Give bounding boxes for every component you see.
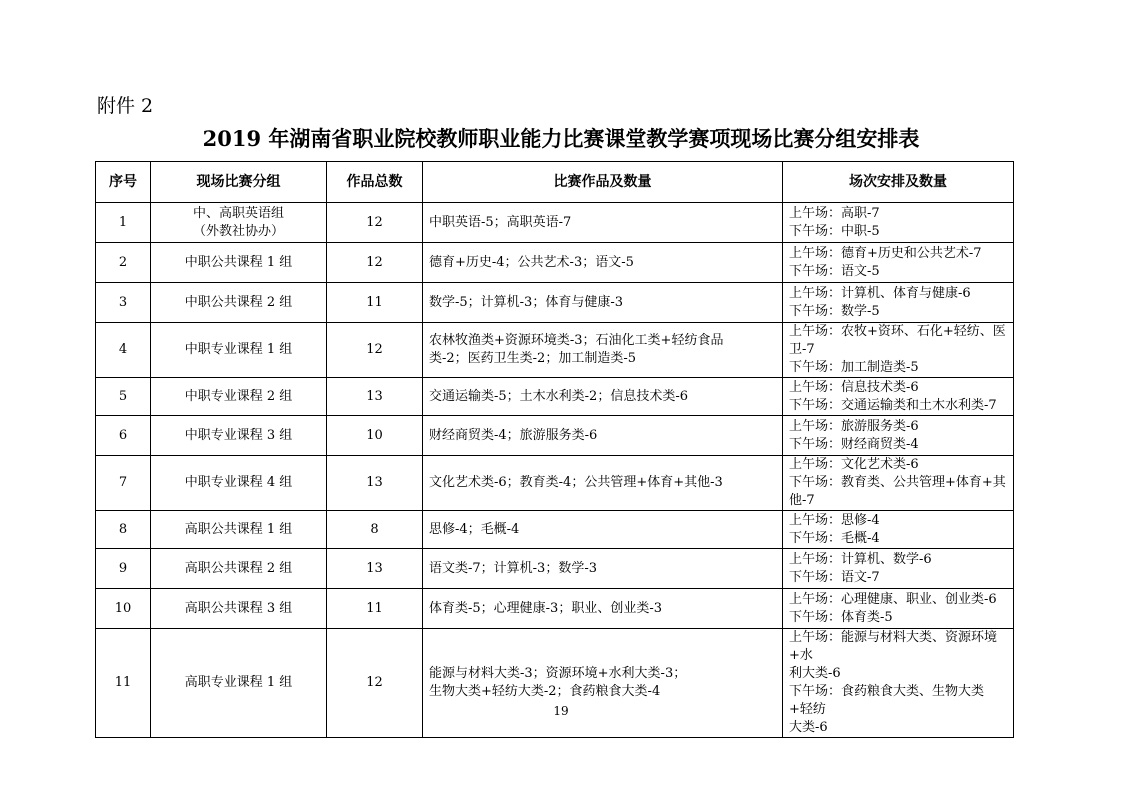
cell-total: 8 <box>327 511 423 549</box>
cell-schedule-line: 下午场：毛概-4 <box>789 530 880 546</box>
page-number: 19 <box>553 704 569 718</box>
table-row <box>96 511 1014 549</box>
cell-group-line: 高职公共课程 2 组 <box>184 560 293 576</box>
cell-schedule <box>783 511 1014 549</box>
cell-group-line: 中职公共课程 2 组 <box>184 294 293 310</box>
cell-no: 6 <box>96 416 151 456</box>
cell-group <box>151 549 327 589</box>
cell-schedule-line: 下午场：语文-7 <box>789 569 880 585</box>
cell-works <box>423 456 783 511</box>
cell-schedule-line: 上午场：德育+历史和公共艺术-7 <box>789 245 982 261</box>
cell-works <box>423 243 783 283</box>
cell-works-line: 类-2；医药卫生类-2；加工制造类-5 <box>429 351 636 366</box>
cell-works-line: 生物大类+轻纺大类-2；食药粮食大类-4 <box>429 684 661 699</box>
cell-group <box>151 243 327 283</box>
cell-schedule-line: 上午场：文化艺术类-6 <box>789 457 919 472</box>
cell-total: 11 <box>327 589 423 629</box>
cell-schedule-line: 上午场：心理健康、职业、创业类-6 <box>789 591 997 607</box>
cell-schedule <box>783 323 1014 378</box>
cell-schedule-line: 上午场：旅游服务类-6 <box>789 418 919 434</box>
cell-no: 1 <box>96 203 151 243</box>
cell-group-line: 中职公共课程 1 组 <box>184 254 293 270</box>
cell-total: 13 <box>327 378 423 416</box>
cell-schedule-line: 下午场：教育类、公共管理+体育+其他-7 <box>789 475 1006 508</box>
cell-group-line: 中、高职英语组 <box>192 205 284 221</box>
cell-group <box>151 283 327 323</box>
cell-total: 10 <box>327 416 423 456</box>
table-header-row <box>96 162 1014 203</box>
cell-works-line: 中职英语-5；高职英语-7 <box>429 214 572 230</box>
table-row <box>96 456 1014 511</box>
cell-works-line: 能源与材料大类-3；资源环境+水利大类-3； <box>429 666 687 681</box>
cell-group-line: 中职专业课程 1 组 <box>184 342 293 357</box>
cell-group-line: 中职专业课程 3 组 <box>184 427 293 443</box>
cell-no: 3 <box>96 283 151 323</box>
cell-schedule-line: 大类-6 <box>789 720 828 735</box>
cell-group <box>151 456 327 511</box>
cell-total: 12 <box>327 203 423 243</box>
cell-schedule-line: 上午场：能源与材料大类、资源环境+水 <box>789 630 998 663</box>
cell-schedule-line: 下午场：加工制造类-5 <box>789 360 919 375</box>
schedule-table <box>95 161 1014 738</box>
cell-schedule-line: 上午场：思修-4 <box>789 512 880 528</box>
table-row <box>96 629 1014 738</box>
cell-works-line: 体育类-5；心理健康-3；职业、创业类-3 <box>429 600 662 616</box>
cell-works-line: 语文类-7；计算机-3；数学-3 <box>429 560 597 576</box>
cell-schedule-line: 下午场：体育类-5 <box>789 609 893 625</box>
header-cell-group: 现场比赛分组 <box>151 162 327 203</box>
cell-schedule <box>783 589 1014 629</box>
cell-group <box>151 589 327 629</box>
cell-schedule <box>783 416 1014 456</box>
cell-schedule-line: 上午场：计算机、数学-6 <box>789 551 932 567</box>
cell-works <box>423 416 783 456</box>
cell-no: 9 <box>96 549 151 589</box>
cell-total: 12 <box>327 323 423 378</box>
cell-works-line: 思修-4；毛概-4 <box>429 521 520 537</box>
cell-group <box>151 378 327 416</box>
cell-schedule <box>783 243 1014 283</box>
cell-schedule <box>783 456 1014 511</box>
cell-no: 8 <box>96 511 151 549</box>
cell-total: 13 <box>327 456 423 511</box>
cell-schedule-line: 下午场：中职-5 <box>789 223 880 239</box>
cell-group <box>151 416 327 456</box>
cell-schedule-line: 上午场：计算机、体育与健康-6 <box>789 285 971 301</box>
cell-group-line: （外教社协办） <box>192 223 284 239</box>
header-cell-no: 序号 <box>96 162 151 203</box>
cell-works <box>423 629 783 738</box>
cell-works <box>423 283 783 323</box>
cell-schedule-line: 上午场：信息技术类-6 <box>789 379 919 395</box>
cell-group <box>151 203 327 243</box>
cell-works <box>423 203 783 243</box>
header-cell-total: 作品总数 <box>327 162 423 203</box>
cell-schedule-line: 下午场：食药粮食大类、生物大类+轻纺 <box>789 684 985 717</box>
table-row <box>96 589 1014 629</box>
cell-works <box>423 589 783 629</box>
cell-works-line: 数学-5；计算机-3；体育与健康-3 <box>429 294 623 310</box>
cell-works-line: 文化艺术类-6；教育类-4；公共管理+体育+其他-3 <box>429 475 723 490</box>
table-row <box>96 416 1014 456</box>
cell-schedule-line: 下午场：财经商贸类-4 <box>789 436 919 452</box>
cell-group-line: 中职专业课程 2 组 <box>184 388 293 404</box>
cell-no: 7 <box>96 456 151 511</box>
cell-no: 11 <box>96 629 151 738</box>
cell-total: 13 <box>327 549 423 589</box>
cell-works-line: 交通运输类-5；土木水利类-2；信息技术类-6 <box>429 388 688 404</box>
cell-works <box>423 511 783 549</box>
table-row <box>96 243 1014 283</box>
attachment-label: 附件 2 <box>97 95 154 117</box>
cell-group-line: 高职公共课程 1 组 <box>184 521 293 537</box>
cell-works <box>423 549 783 589</box>
cell-works-line: 财经商贸类-4；旅游服务类-6 <box>429 427 598 443</box>
cell-schedule <box>783 203 1014 243</box>
document-title: 2019 年湖南省职业院校教师职业能力比赛课堂教学赛项现场比赛分组安排表 <box>202 126 920 151</box>
cell-group-line: 高职专业课程 1 组 <box>184 675 293 690</box>
cell-schedule-line: 上午场：高职-7 <box>789 205 880 221</box>
table-body <box>96 203 1014 738</box>
cell-total: 12 <box>327 629 423 738</box>
header-cell-schedule: 场次安排及数量 <box>783 162 1014 203</box>
cell-group-line: 中职专业课程 4 组 <box>184 475 293 490</box>
cell-no: 5 <box>96 378 151 416</box>
cell-schedule <box>783 549 1014 589</box>
cell-group <box>151 629 327 738</box>
cell-schedule-line: 下午场：交通运输类和土木水利类-7 <box>789 397 997 413</box>
cell-no: 4 <box>96 323 151 378</box>
table-row <box>96 323 1014 378</box>
cell-total: 12 <box>327 243 423 283</box>
cell-works <box>423 378 783 416</box>
cell-works <box>423 323 783 378</box>
cell-schedule <box>783 378 1014 416</box>
cell-schedule <box>783 629 1014 738</box>
table-row <box>96 283 1014 323</box>
table-row <box>96 378 1014 416</box>
cell-schedule-line: 利大类-6 <box>789 666 841 681</box>
cell-no: 10 <box>96 589 151 629</box>
cell-schedule-line: 上午场：农牧+资环、石化+轻纺、医卫-7 <box>789 324 1006 357</box>
cell-group-line: 高职公共课程 3 组 <box>184 600 293 616</box>
cell-group <box>151 323 327 378</box>
cell-group <box>151 511 327 549</box>
table-row <box>96 203 1014 243</box>
cell-schedule <box>783 283 1014 323</box>
header-cell-works: 比赛作品及数量 <box>423 162 783 203</box>
cell-total: 11 <box>327 283 423 323</box>
cell-works-line: 德育+历史-4；公共艺术-3；语文-5 <box>429 254 634 270</box>
cell-schedule-line: 下午场：数学-5 <box>789 303 880 319</box>
cell-schedule-line: 下午场：语文-5 <box>789 263 880 279</box>
table-row <box>96 549 1014 589</box>
cell-works-line: 农林牧渔类+资源环境类-3；石油化工类+轻纺食品 <box>429 333 724 348</box>
cell-no: 2 <box>96 243 151 283</box>
